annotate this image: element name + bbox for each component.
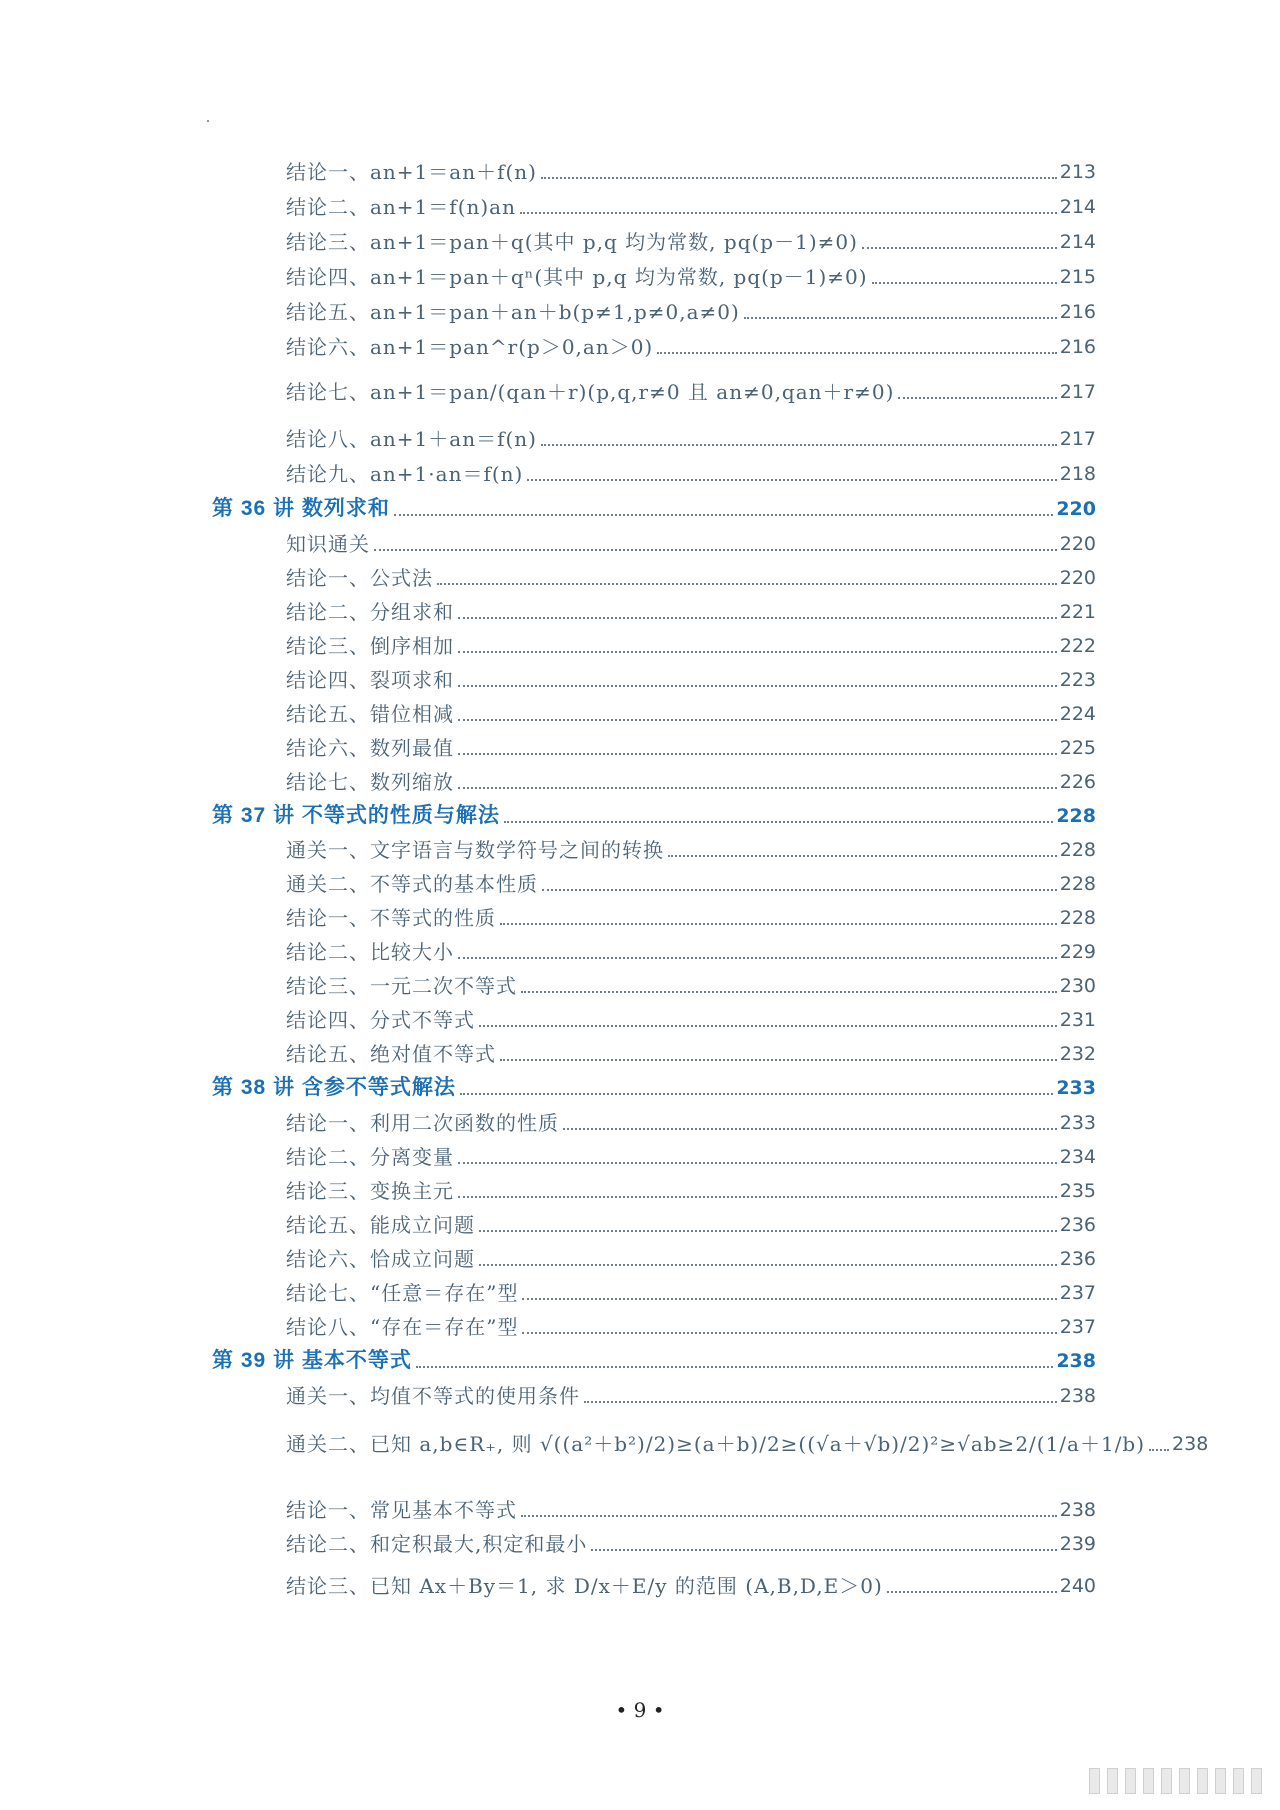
toc-entry-page: 238 [1059,1499,1096,1521]
toc-entry-label: 结论一、an+1＝an＋f(n) [286,160,537,184]
toc-entry[interactable] [250,906,1096,930]
toc-entry[interactable] [250,566,1096,590]
toc-entry[interactable] [250,1532,1096,1556]
stray-mark [207,120,209,122]
toc-entry[interactable] [250,838,1096,862]
toc-entry-label: 结论七、数列缩放 [286,770,454,794]
toc-entry[interactable] [250,668,1096,692]
dot-leader [479,1230,1057,1232]
toc-entry-page: 238 [1059,1385,1096,1407]
toc-entry[interactable] [250,462,1096,486]
toc-entry-label: 通关二、不等式的基本性质 [286,872,538,896]
toc-entry[interactable] [250,1384,1096,1408]
toc-entry[interactable] [250,1498,1096,1522]
toc-entry[interactable] [250,634,1096,658]
toc-entry-page: 214 [1059,196,1096,218]
toc-entry-label: 结论三、变换主元 [286,1179,454,1203]
toc-entry[interactable] [250,1179,1096,1203]
toc-entry-page: 240 [1059,1575,1096,1597]
toc-entry-page: 215 [1059,266,1096,288]
toc-entry-label: 结论二、分组求和 [286,600,454,624]
toc-entry-label: 结论三、已知 Ax＋By＝1, 求 D/x＋E/y 的范围 (A,B,D,E＞0) [286,1574,883,1598]
toc-entry[interactable] [250,600,1096,624]
toc-entry-page: 229 [1059,941,1096,963]
toc-entry[interactable] [250,974,1096,998]
dot-leader [479,1025,1057,1027]
dot-leader [520,212,1057,214]
toc-entry-page: 228 [1059,839,1096,861]
toc-entry[interactable] [250,300,1096,324]
toc-entry[interactable] [250,160,1096,184]
dot-leader [527,479,1056,481]
dot-leader [542,889,1057,891]
toc-entry-page: 228 [1059,907,1096,929]
toc-entry[interactable] [250,532,1096,556]
toc-entry-page: 235 [1059,1180,1096,1202]
toc-entry-label: 结论一、常见基本不等式 [286,1498,517,1522]
toc-entry-label: 结论四、分式不等式 [286,1008,475,1032]
toc-entry-page: 236 [1059,1214,1096,1236]
toc-entry[interactable] [250,427,1096,451]
toc-entry-label: 结论一、不等式的性质 [286,906,496,930]
toc-entry-page: 220 [1059,567,1096,589]
lecture-heading-label: 第 39 讲 基本不等式 [212,1349,412,1372]
dot-leader [458,753,1057,755]
toc-entry-page: 233 [1059,1112,1096,1134]
toc-entry[interactable] [250,940,1096,964]
toc-entry-page: 217 [1059,428,1096,450]
toc-entry[interactable] [250,1042,1096,1066]
toc-entry-page: 230 [1059,975,1096,997]
toc-entry-page: 226 [1059,771,1096,793]
toc-entry-page: 216 [1059,301,1096,323]
dot-leader [479,1264,1057,1266]
toc-entry-page: 213 [1059,161,1096,183]
dot-leader [458,719,1057,721]
toc-entry-label: 结论五、能成立问题 [286,1213,475,1237]
lecture-heading-label: 第 37 讲 不等式的性质与解法 [212,804,500,827]
toc-entry-label: 知识通关 [286,532,370,556]
dot-leader [437,583,1057,585]
toc-entry[interactable] [250,1213,1096,1237]
dot-leader [458,1162,1057,1164]
dot-leader [1149,1449,1169,1451]
toc-entry-page: 221 [1059,601,1096,623]
dot-leader [521,991,1057,993]
toc-entry-label: 结论一、利用二次函数的性质 [286,1111,559,1135]
toc-entry-label: 结论七、“任意＝存在”型 [286,1281,519,1305]
toc-entry-label: 通关二、已知 a,b∈R₊, 则 √((a²＋b²)/2)≥(a＋b)/2≥((√a＋√b)/2)²≥√ab≥2/(1/a＋1/b) [286,1432,1146,1456]
toc-entry-label: 结论二、和定积最大,积定和最小 [286,1532,588,1556]
dot-leader [521,1515,1057,1517]
toc-entry-label: 结论八、an+1＋an＝f(n) [286,427,537,451]
toc-entry[interactable] [250,770,1096,794]
toc-entry-page: 217 [1059,381,1096,403]
lecture-heading[interactable] [212,804,1096,828]
toc-entry-label: 结论六、数列最值 [286,736,454,760]
toc-entry-page: 216 [1059,336,1096,358]
watermark-bars [1089,1768,1262,1794]
toc-entry-label: 结论一、公式法 [286,566,433,590]
toc-entry-page: 236 [1059,1248,1096,1270]
toc-entry-label: 结论九、an+1·an＝f(n) [286,462,524,486]
toc-entry-label: 结论五、错位相减 [286,702,454,726]
toc-entry[interactable] [250,1111,1096,1135]
lecture-heading-page: 233 [1056,1077,1096,1099]
toc-entry-label: 结论四、an+1＝pan＋qⁿ(其中 p,q 均为常数, pq(p－1)≠0) [286,265,868,289]
toc-entry-page: 224 [1059,703,1096,725]
dot-leader [394,514,1053,516]
dot-leader [563,1128,1057,1130]
toc-entry-page: 238 [1172,1433,1209,1455]
dot-leader [458,617,1057,619]
dot-leader [522,1298,1056,1300]
toc-entry[interactable] [250,265,1096,289]
toc-entry-label: 结论三、an+1＝pan＋q(其中 p,q 均为常数, pq(p－1)≠0) [286,230,858,254]
toc-entry-page: 225 [1059,737,1096,759]
toc-entry-page: 228 [1059,873,1096,895]
toc-entry-page: 237 [1059,1316,1096,1338]
dot-leader [591,1549,1056,1551]
toc-entry[interactable] [250,1008,1096,1032]
dot-leader [541,444,1057,446]
lecture-heading[interactable] [212,1076,1096,1100]
toc-entry[interactable] [250,872,1096,896]
toc-entry-page: 231 [1059,1009,1096,1031]
dot-leader [458,787,1057,789]
toc-entry-label: 结论七、an+1＝pan/(qan＋r)(p,q,r≠0 且 an≠0,qan＋r≠0) [286,380,895,404]
toc-entry-label: 结论四、裂项求和 [286,668,454,692]
dot-leader [500,1059,1057,1061]
toc-entry[interactable] [250,1281,1096,1305]
toc-entry-page: 220 [1059,533,1096,555]
toc-entry-label: 结论五、an+1＝pan＋an＋b(p≠1,p≠0,a≠0) [286,300,740,324]
toc-entry-page: 232 [1059,1043,1096,1065]
dot-leader [541,177,1057,179]
toc-entry[interactable] [250,1432,1209,1456]
toc-entry[interactable] [250,1315,1096,1339]
toc-entry-label: 结论三、一元二次不等式 [286,974,517,998]
page-number: • 9 • [615,1698,665,1722]
dot-leader [744,317,1057,319]
lecture-heading[interactable] [212,497,1096,521]
toc-entry-label: 结论八、“存在＝存在”型 [286,1315,519,1339]
lecture-heading-page: 238 [1056,1350,1096,1372]
toc-entry[interactable] [250,230,1096,254]
lecture-heading-label: 第 38 讲 含参不等式解法 [212,1076,456,1099]
dot-leader [500,923,1057,925]
dot-leader [584,1401,1057,1403]
toc-entry-page: 239 [1059,1533,1096,1555]
toc-entry-label: 结论六、恰成立问题 [286,1247,475,1271]
dot-leader [458,685,1057,687]
toc-entry[interactable] [250,702,1096,726]
lecture-heading-page: 220 [1056,498,1096,520]
toc-entry[interactable] [250,1145,1096,1169]
dot-leader [458,1196,1057,1198]
dot-leader [872,282,1057,284]
toc-entry-label: 结论三、倒序相加 [286,634,454,658]
toc-entry[interactable] [250,335,1096,359]
toc-entry[interactable] [250,1247,1096,1271]
dot-leader [374,549,1057,551]
toc-entry-page: 237 [1059,1282,1096,1304]
toc-entry-page: 223 [1059,669,1096,691]
dot-leader [522,1332,1056,1334]
toc-entry-label: 结论二、比较大小 [286,940,454,964]
toc-entry-label: 通关一、文字语言与数学符号之间的转换 [286,838,664,862]
dot-leader [416,1366,1053,1368]
toc-entry[interactable] [250,1574,1096,1598]
dot-leader [657,352,1057,354]
toc-entry-label: 结论五、绝对值不等式 [286,1042,496,1066]
lecture-heading-label: 第 36 讲 数列求和 [212,497,390,520]
dot-leader [887,1591,1057,1593]
dot-leader [898,397,1056,399]
dot-leader [668,855,1057,857]
toc-entry-page: 234 [1059,1146,1096,1168]
toc-entry-page: 222 [1059,635,1096,657]
toc-entry-page: 218 [1059,463,1096,485]
toc-entry-label: 结论二、an+1＝f(n)an [286,195,516,219]
lecture-heading[interactable] [212,1349,1096,1373]
toc-entry[interactable] [250,380,1096,404]
dot-leader [458,957,1057,959]
dot-leader [458,651,1057,653]
dot-leader [862,247,1057,249]
dot-leader [460,1093,1053,1095]
toc-entry[interactable] [250,736,1096,760]
lecture-heading-page: 228 [1056,805,1096,827]
toc-entry-label: 通关一、均值不等式的使用条件 [286,1384,580,1408]
toc-entry-page: 214 [1059,231,1096,253]
toc-entry-label: 结论二、分离变量 [286,1145,454,1169]
dot-leader [504,821,1053,823]
toc-entry-label: 结论六、an+1＝pan^r(p＞0,an＞0) [286,335,654,359]
toc-entry[interactable] [250,195,1096,219]
